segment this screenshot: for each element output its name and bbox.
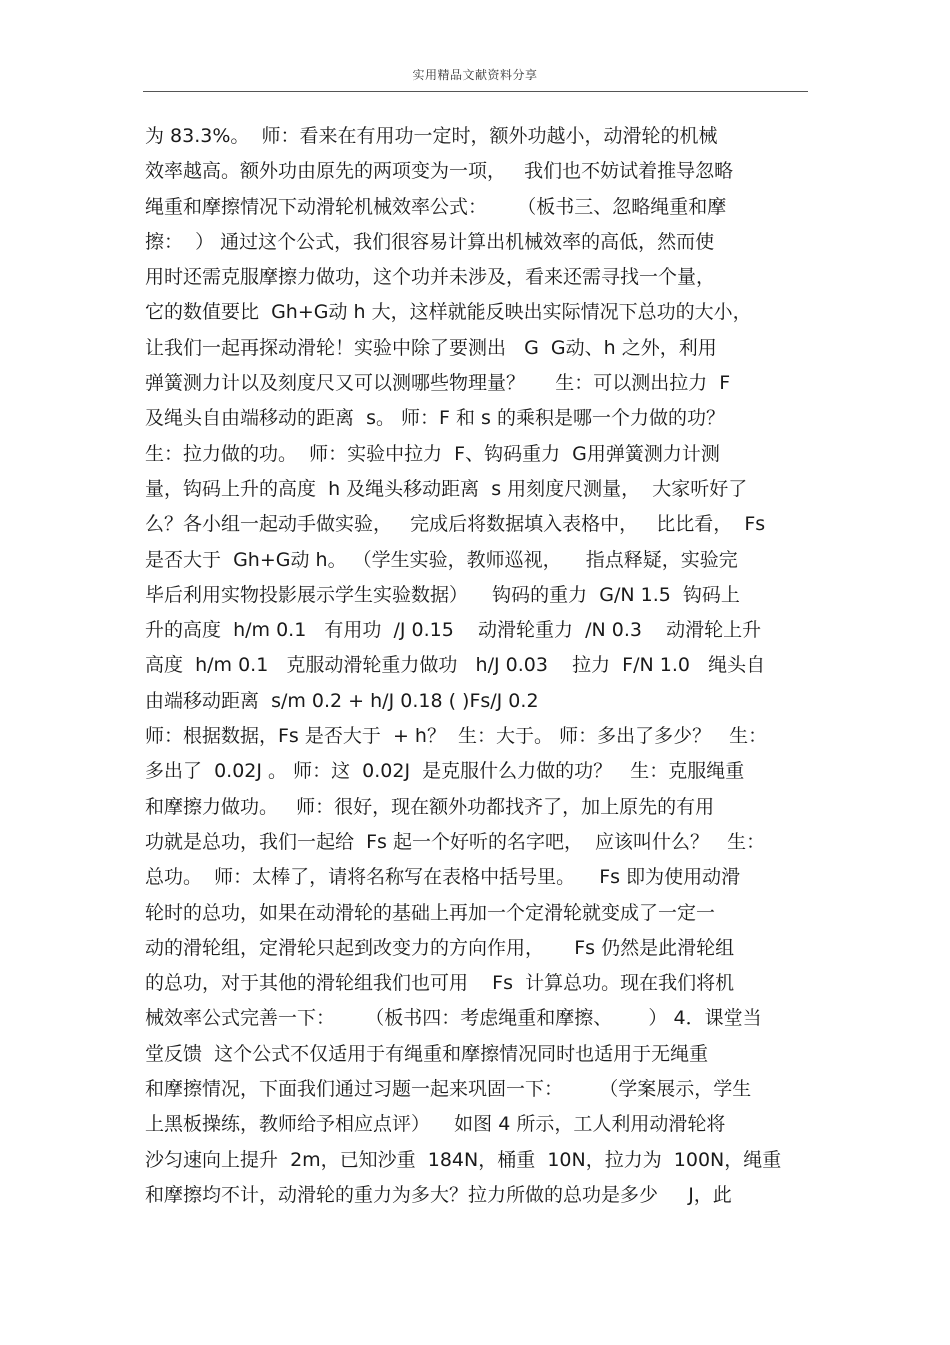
text-line: 沙匀速向上提升 2m，已知沙重 184N，桶重 10N，拉力为 100N，绳重 xyxy=(145,1148,782,1171)
text-line: 效率越高。额外功由原先的两项变为一项， 我们也不妨试着推导忽略 xyxy=(145,160,734,183)
text-line: 堂反馈 这个公式不仅适用于有绳重和摩擦情况同时也适用于无绳重 xyxy=(145,1042,709,1065)
text-line: 师：根据数据，Fs 是否大于 + h？ 生：大于。 师：多出了多少？ 生： xyxy=(145,725,768,748)
document-body xyxy=(145,119,810,1213)
text-line: 多出了 0.02J 。 师：这 0.02J 是克服什么力做的功？ 生：克服绳重 xyxy=(145,760,745,783)
text-line: 和摩擦力做功。 师：很好，现在额外功都找齐了，加上原先的有用 xyxy=(145,795,715,818)
text-line: 绳重和摩擦情况下动滑轮机械效率公式： （板书三、忽略绳重和摩 xyxy=(145,195,727,218)
text-line: 的总功，对于其他的滑轮组我们也可用 Fs 计算总功。现在我们将机 xyxy=(145,972,735,995)
text-line: 高度 h/m 0.1 克服动滑轮重力做功 h/J 0.03 拉力 F/N 1.0 绳头自 xyxy=(145,654,766,677)
text-line: 是否大于 Gh+G动 h。 （学生实验，教师巡视， 指点释疑，实验完 xyxy=(145,548,738,571)
text-line: 生：拉力做的功。 师：实验中拉力 F、钩码重力 G用弹簧测力计测 xyxy=(145,442,720,465)
text-line: 让我们一起再探动滑轮！实验中除了要测出 G G动、h 之外，利用 xyxy=(145,336,717,359)
text-line: 弹簧测力计以及刻度尺又可以测哪些物理量？ 生：可以测出拉力 F xyxy=(145,372,731,395)
text-line: 擦： ） 通过这个公式，我们很容易计算出机械效率的高低，然而使 xyxy=(145,230,715,253)
text-line: 么？各小组一起动手做实验， 完成后将数据填入表格中， 比比看， Fs xyxy=(145,513,766,536)
text-line: 功就是总功，我们一起给 Fs 起一个好听的名字吧， 应该叫什么？ 生： xyxy=(145,830,766,853)
text-line: 为 83.3%。 师：看来在有用功一定时，额外功越小，动滑轮的机械 xyxy=(145,125,718,147)
text-line: 它的数值要比 Gh+G动 h 大，这样就能反映出实际情况下总功的大小， xyxy=(145,301,752,324)
text-line: 和摩擦均不计，动滑轮的重力为多大？拉力所做的总功是多少 J，此 xyxy=(145,1183,732,1206)
text-line: 量，钩码上升的高度 h 及绳头移动距离 s 用刻度尺测量， 大家听好了 xyxy=(145,477,748,500)
text-line: 动的滑轮组，定滑轮只起到改变力的方向作用， Fs 仍然是此滑轮组 xyxy=(145,936,735,959)
text-line: 总功。 师：太棒了，请将名称写在表格中括号里。 Fs 即为使用动滑 xyxy=(145,866,741,889)
text-line: 轮时的总功，如果在动滑轮的基础上再加一个定滑轮就变成了一定一 xyxy=(145,901,716,924)
text-line: 升的高度 h/m 0.1 有用功 /J 0.15 动滑轮重力 /N 0.3 动滑轮上升 xyxy=(145,619,762,642)
text-line: 械效率公式完善一下： （板书四：考虑绳重和摩擦、 ） 4．课堂当 xyxy=(145,1007,762,1030)
text-line: 及绳头自由端移动的距离 s。 师：F 和 s 的乘积是哪一个力做的功？ xyxy=(145,407,725,430)
text-line: 毕后利用实物投影展示学生实验数据） 钩码的重力 G/N 1.5 钩码上 xyxy=(145,583,740,606)
page-header: 实用精品文献资料分享 xyxy=(412,68,538,82)
text-line: 由端移动距离 s/m 0.2 + h/J 0.18 ( )Fs/J 0.2 xyxy=(145,689,539,712)
text-line: 用时还需克服摩擦力做功，这个功并未涉及，看来还需寻找一个量， xyxy=(145,266,716,289)
header-divider xyxy=(143,91,808,92)
text-line: 和摩擦情况，下面我们通过习题一起来巩固一下： （学案展示，学生 xyxy=(145,1078,752,1101)
text-line: 上黑板操练，教师给予相应点评） 如图 4 所示，工人利用动滑轮将 xyxy=(145,1113,726,1136)
